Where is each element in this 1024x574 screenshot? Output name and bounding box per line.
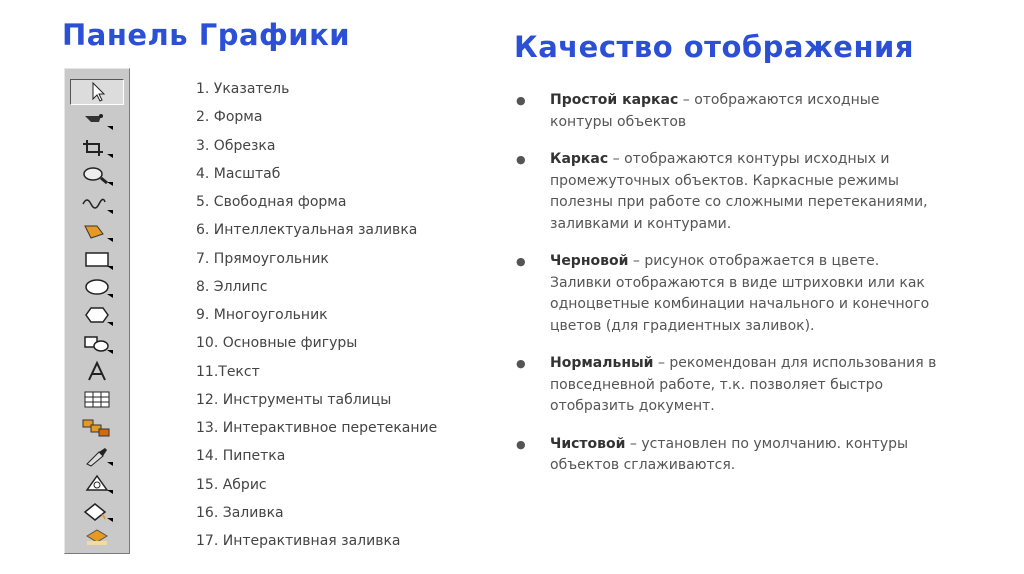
smart-fill-icon — [77, 220, 117, 244]
list-item: 14. Пипетка — [196, 448, 286, 465]
rectangle-icon — [77, 248, 117, 272]
mode-description: – отображаются контуры исходных и промежуточных объектов. Каркасные режимы полезны при работе со сложными перетеканиями, заливками и контурами. — [550, 151, 928, 232]
text-icon — [77, 360, 117, 384]
basic-shapes-icon — [77, 332, 117, 356]
mode-description: – рекомендован для использования в повседневной работе, т.к. позволяет быстро отобразить документ. — [550, 355, 937, 414]
mode-term: Чистовой — [550, 435, 626, 452]
list-item: 5. Свободная форма — [196, 194, 347, 210]
tool-interactive-blend[interactable] — [70, 415, 124, 441]
list-item: 12. Инструменты таблицы — [196, 391, 392, 408]
bullet-icon: ● — [516, 357, 526, 370]
quality-mode-draft — [514, 251, 944, 337]
eyedropper-icon — [77, 444, 117, 468]
tool-fill[interactable] — [70, 499, 124, 525]
list-item: 15. Абрис — [196, 476, 267, 493]
polygon-icon — [77, 304, 117, 328]
list-item: 4. Масштаб — [196, 165, 281, 182]
shape-icon — [77, 108, 117, 132]
mode-term: Черновой — [550, 253, 629, 269]
graphics-toolbar — [64, 68, 130, 554]
tool-basic-shapes[interactable] — [70, 331, 124, 357]
freehand-icon — [77, 192, 117, 216]
quality-mode-normal — [514, 353, 944, 418]
tool-shape[interactable] — [70, 107, 124, 133]
tool-list — [196, 78, 437, 558]
tool-text[interactable] — [70, 359, 124, 385]
list-item: 8. Эллипс — [196, 278, 268, 295]
quality-modes-list — [514, 90, 944, 493]
zoom-icon — [77, 164, 117, 188]
mode-description: – отображаются исходные контуры объектов — [550, 92, 880, 130]
interactive-blend-icon — [77, 416, 117, 440]
list-item: 10. Основные фигуры — [196, 335, 358, 352]
bullet-icon: ● — [516, 153, 526, 166]
panel-title: Панель Графики — [62, 18, 351, 52]
list-item: 6. Интеллектуальная заливка — [196, 222, 418, 239]
list-item: 7. Прямоугольник — [196, 250, 329, 267]
list-item: 17. Интерактивная заливка — [196, 533, 401, 549]
quality-mode-wireframe-simple — [514, 90, 944, 133]
tool-freehand[interactable] — [70, 191, 124, 217]
list-item: 9. Многоугольник — [196, 307, 328, 323]
list-item: 1. Указатель — [196, 81, 290, 97]
bullet-icon: ● — [516, 437, 526, 451]
crop-icon — [77, 136, 117, 160]
tool-zoom[interactable] — [70, 163, 124, 189]
bullet-icon: ● — [516, 255, 526, 268]
quality-title: Качество отображения — [514, 30, 914, 64]
list-item: 2. Форма — [196, 109, 263, 126]
tool-table[interactable] — [70, 387, 124, 413]
outline-icon — [77, 472, 117, 496]
mode-description: – рисунок отображается в цвете. Заливки отображаются в виде штриховки или как одноцветные комбинации начального и конечного цветов (для градиентных заливок). — [550, 253, 930, 334]
quality-mode-enhanced — [514, 434, 944, 477]
mode-term: Каркас — [550, 151, 609, 167]
quality-mode-wireframe — [514, 149, 944, 235]
list-item: 16. Заливка — [196, 504, 284, 521]
list-item: 11.Текст — [196, 363, 260, 380]
mode-description: – установлен по умолчанию. контуры объектов сглаживаются. — [550, 435, 909, 473]
list-item: 13. Интерактивное перетекание — [196, 420, 438, 436]
interactive-fill-icon — [77, 526, 117, 550]
tool-rectangle[interactable] — [70, 247, 124, 273]
pointer-icon — [77, 80, 117, 104]
fill-icon — [77, 500, 117, 524]
tool-interactive-fill[interactable] — [70, 525, 124, 551]
mode-term: Нормальный — [550, 355, 654, 371]
mode-term: Простой каркас — [550, 92, 679, 108]
table-icon — [77, 388, 117, 412]
tool-pointer[interactable] — [70, 79, 124, 105]
ellipse-icon — [77, 276, 117, 300]
bullet-icon: ● — [516, 94, 526, 107]
tool-outline[interactable] — [70, 471, 124, 497]
tool-crop[interactable] — [70, 135, 124, 161]
list-item: 3. Обрезка — [196, 137, 276, 154]
tool-eyedropper[interactable] — [70, 443, 124, 469]
tool-smart-fill[interactable] — [70, 219, 124, 245]
tool-ellipse[interactable] — [70, 275, 124, 301]
tool-polygon[interactable] — [70, 303, 124, 329]
